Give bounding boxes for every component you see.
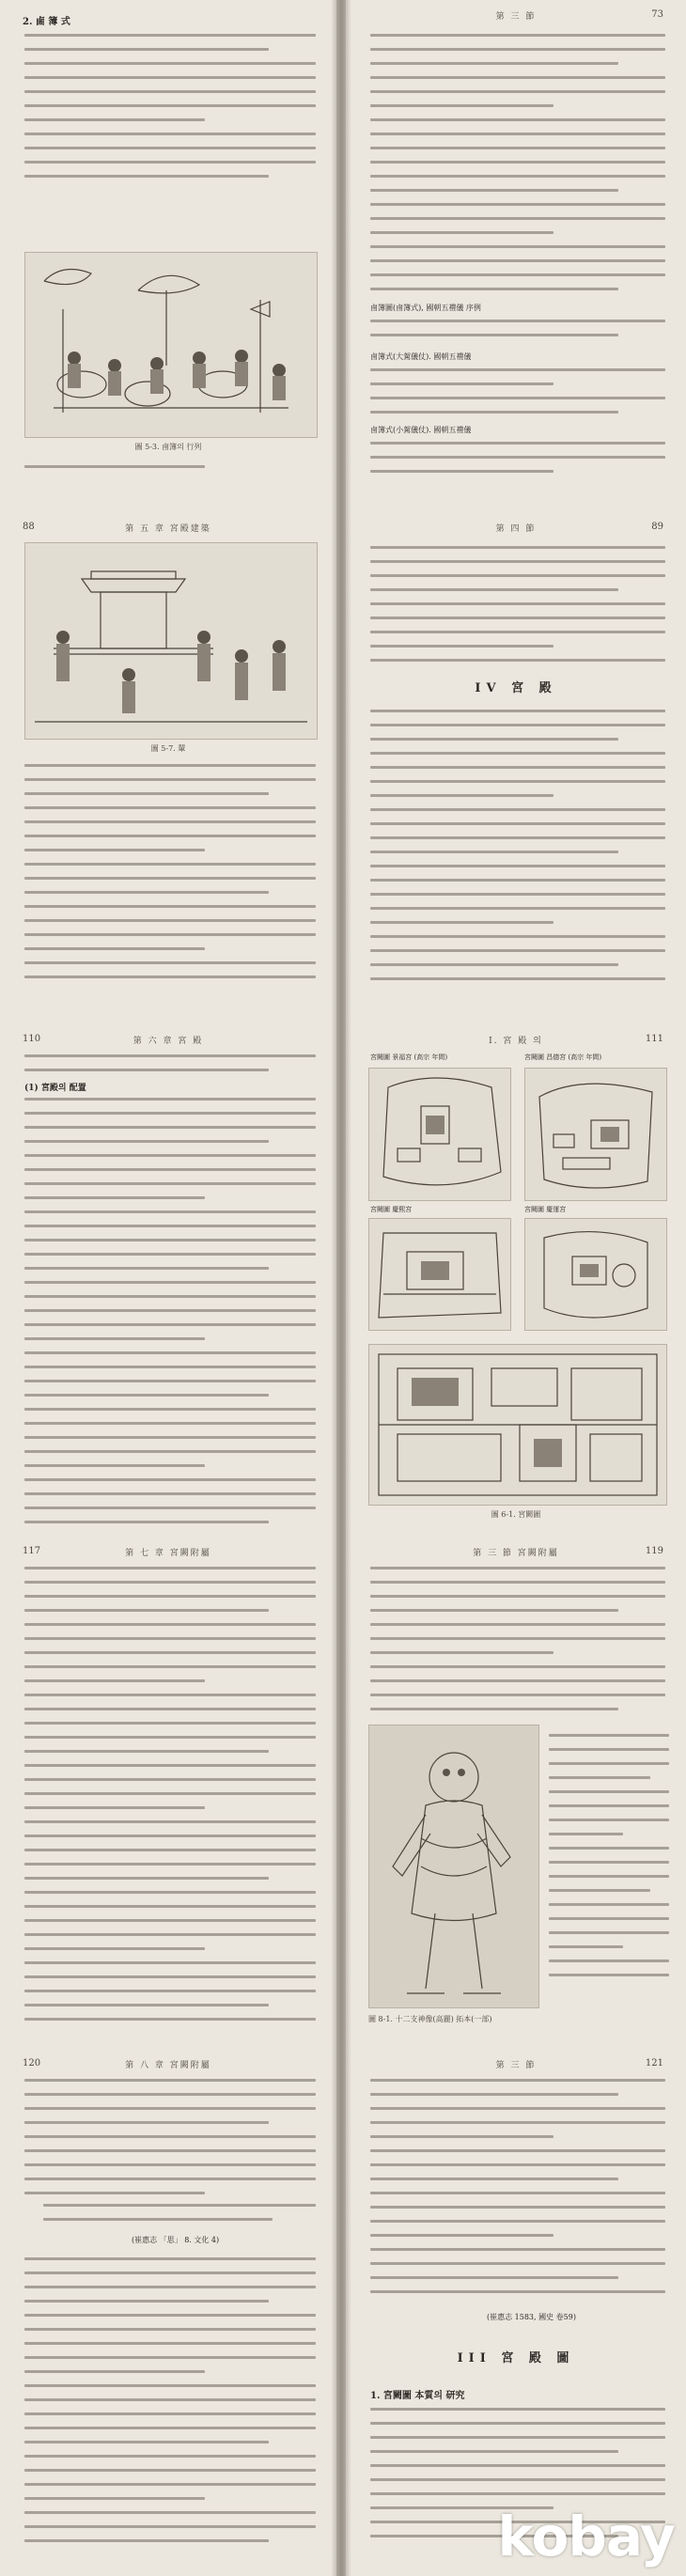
plan-label: 宮闕圖 慶運宮 [524,1206,567,1213]
body-text [370,1567,665,1722]
footnote-text [370,442,665,484]
footnote-1: 鹵簿圖(鹵簿式), 國朝五禮儀 序例 [370,304,481,312]
palanquin-illustration [24,542,318,740]
page-spread-5 [0,2049,686,2576]
palace-plan-1 [368,1068,511,1201]
footnote-2: 鹵簿式(大駕儀仗). 國朝五禮儀 [370,352,472,361]
right-page [346,1024,686,1537]
subsection-heading: (1) 宮殿의 配置 [24,1084,86,1093]
plan-label: 宮闕圖 景福宮 (高宗 年間) [370,1054,448,1061]
page-number: 119 [645,1546,663,1556]
section-heading: III 宮 殿 圖 [457,2351,575,2365]
page-spread-3 [0,1024,686,1537]
running-head: 第 八 章 宮闕附屬 [125,2061,211,2070]
page-spread-2 [0,512,686,1024]
running-head: 第 三 節 宮闕附屬 [473,1549,559,1558]
body-text [24,1567,316,2032]
page-number: 89 [651,522,663,532]
right-page [346,1537,686,2049]
page-number: 88 [23,522,35,532]
running-head: 第 六 章 宮 殿 [133,1037,204,1046]
plan-label: 宮闕圖 慶熙宮 [370,1206,413,1213]
footnote-text [370,320,665,348]
right-page [346,0,686,512]
right-page [346,512,686,1024]
running-head: 第 三 節 [495,12,537,22]
watermark-logo: kobay [497,2505,675,2568]
page-header [23,1034,314,1047]
body-text [24,2257,316,2553]
footnote-3: 鹵簿式(小駕儀仗). 國朝五禮儀 [370,426,472,434]
quote-source: (崔惠志 「思」 8. 文化 4) [132,2236,220,2244]
palace-detailed-plan [368,1344,667,1506]
page-number: 111 [645,1034,663,1044]
body-text [24,465,316,479]
page-spread-4 [0,1537,686,2049]
running-head: 第 七 章 宮闕附屬 [125,1549,211,1558]
running-head: I. 宮 殿 의 [489,1037,543,1046]
procession-illustration [24,252,318,438]
plan-label: 宮闕圖 昌德宮 (高宗 年間) [524,1054,602,1061]
section-heading: IV 宮 殿 [475,681,557,695]
left-page [0,512,336,1024]
page-header [23,522,314,535]
body-text [370,710,665,991]
left-page [0,2049,336,2576]
figure-caption: 圖 5-3. 鹵簿의 行列 [134,443,202,451]
left-page [0,1024,336,1537]
page-header [23,2058,314,2071]
zodiac-rubbing-illustration [368,1725,539,2008]
body-text [24,1054,316,1083]
body-text [370,2079,665,2304]
palace-plan-3 [368,1218,511,1331]
figure-caption: 圖 8-1. 十二支神像(高麗) 拓本(一部) [368,2015,492,2023]
left-page [0,0,336,512]
page-header [368,1546,663,1559]
right-page [346,2049,686,2576]
body-text [24,764,316,990]
page-header [368,522,663,535]
palace-plan-4 [524,1218,667,1331]
running-head: 第 三 節 [495,2061,537,2070]
body-text [24,1098,316,1535]
page-spread-1 [0,0,686,512]
body-text [24,34,316,189]
body-text [370,546,665,673]
section-heading: 2. 鹵 簿 式 [23,17,70,27]
body-text [24,2079,316,2206]
left-page [0,1537,336,2049]
quoted-text [43,2204,316,2232]
body-text [370,34,665,302]
palace-plan-2 [524,1068,667,1201]
page-header [368,2058,663,2071]
running-head: 第 五 章 宮殿建築 [125,524,211,534]
figure-caption: 圖 6-1. 宮闕圖 [491,1510,541,1519]
page-number: 121 [645,2058,663,2069]
subsection-heading: 1. 宮闕圖 本質의 研究 [370,2391,465,2401]
page-number: 110 [23,1034,41,1044]
page-number: 120 [23,2058,41,2069]
page-header [23,1546,314,1559]
page-header [368,1034,663,1047]
body-text [549,1734,669,1988]
page-number: 117 [23,1546,41,1556]
page-header [368,9,663,23]
figure-caption: 圖 5-7. 輦 [150,744,186,753]
source-citation: (崔惠志 1583, 國史 卷59) [487,2313,576,2321]
footnote-text [370,368,665,425]
running-head: 第 四 節 [495,524,537,534]
page-number: 73 [651,9,663,20]
